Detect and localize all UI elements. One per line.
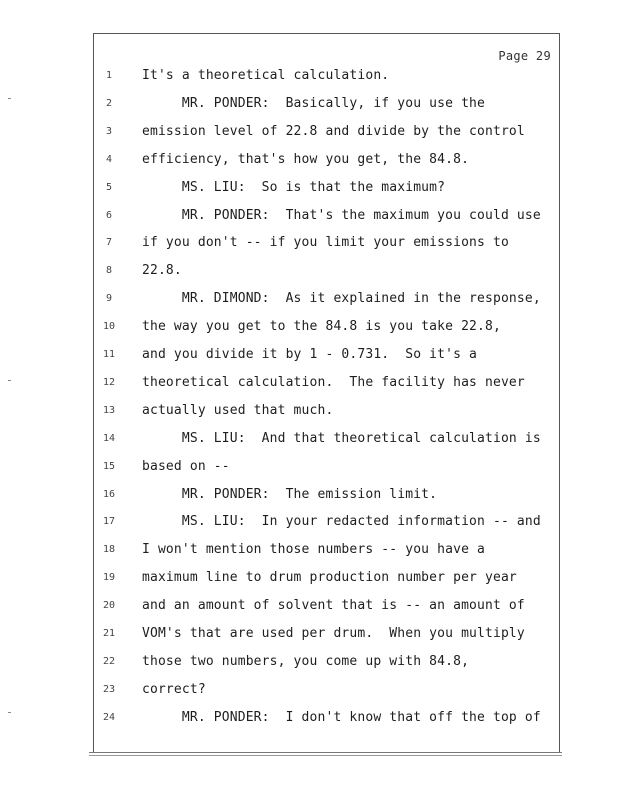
line-number: 4 [105,153,113,165]
transcript-line: correct? [142,681,206,697]
line-number: 21 [102,628,116,639]
margin-mark [8,98,11,99]
line-number: 8 [105,265,113,277]
transcript-line: MR. PONDER: I don't know that off the top of [142,709,541,725]
transcript-line: and an amount of solvent that is -- an amount of [142,598,525,614]
transcript-line: based on -- [142,458,230,474]
line-number: 1 [105,70,113,81]
line-number: 11 [102,349,116,360]
transcript-line: the way you get to the 84.8 is you take 22.8, [142,319,501,335]
transcript-line: if you don't -- if you limit your emissions to [142,235,509,251]
transcript-line: MR. PONDER: That's the maximum you could use [142,207,541,223]
line-number: 6 [105,209,113,221]
page-number: Page 29 [498,49,551,63]
line-number: 10 [102,321,116,333]
transcript-line: efficiency, that's how you get, the 84.8. [142,151,470,167]
line-number: 16 [102,488,116,500]
transcript-line: I won't mention those numbers -- you have a [142,542,485,558]
page-bottom-edge [89,752,562,756]
line-number: 5 [105,181,113,193]
transcript-line: MS. LIU: And that theoretical calculation is [142,430,541,446]
transcript-line: emission level of 22.8 and divide by the control [142,123,525,139]
transcript-line: VOM's that are used per drum. When you multiply [142,626,525,641]
line-number: 12 [102,376,116,388]
margin-mark [8,380,11,381]
transcript-line: MR. PONDER: The emission limit. [142,486,438,502]
transcript-line: MR. PONDER: Basically, if you use the [142,95,485,111]
transcript-line: maximum line to drum production number per year [142,570,517,586]
line-number: 14 [102,432,116,444]
transcript-page [93,33,560,753]
line-number: 2 [105,97,113,109]
margin-mark [8,712,11,713]
line-number: 7 [105,237,113,249]
line-number: 13 [102,404,116,416]
line-number: 20 [102,600,116,612]
line-number: 24 [102,711,116,723]
line-number: 15 [102,460,116,472]
transcript-line: actually used that much. [142,402,334,418]
line-number: 3 [105,125,113,137]
line-number: 23 [102,683,116,695]
transcript-line: MS. LIU: So is that the maximum? [142,179,446,195]
transcript-line: and you divide it by 1 - 0.731. So it's a [142,347,478,362]
line-number: 22 [102,655,116,667]
line-number: 9 [105,293,113,305]
transcript-line: MR. DIMOND: As it explained in the response, [142,291,541,307]
line-number: 19 [102,572,116,584]
transcript-line: It's a theoretical calculation. [142,68,390,83]
transcript-line: 22.8. [142,263,182,279]
transcript-line: theoretical calculation. The facility has never [142,374,525,390]
transcript-line: MS. LIU: In your redacted information -- and [142,514,541,530]
line-number: 17 [102,516,116,528]
transcript-line: those two numbers, you come up with 84.8, [142,653,470,669]
line-number: 18 [102,544,116,556]
